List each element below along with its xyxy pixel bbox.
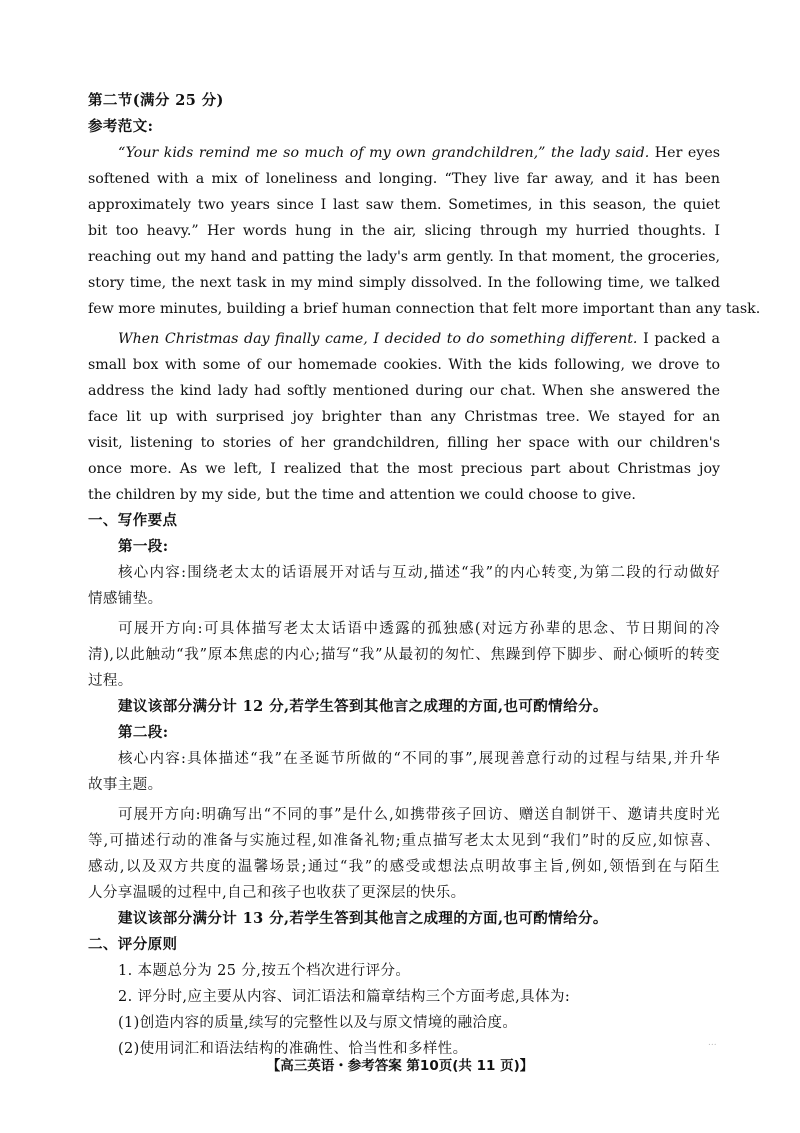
- dialogue-opening: “Your kids remind me so much of my own grandchildren,” the lady said.: [118, 145, 650, 161]
- text-line: 可展开方向:可具体描写老太太话语中透露的孤独感(对远方孙辈的思念、节日期间的冷: [118, 621, 720, 637]
- text-line: 故事主题。: [88, 777, 163, 793]
- text-line: 等,可描述行动的准备与实施过程,如准备礼物;重点描写老太太见到“我们”时的反应,如惊喜、: [88, 833, 720, 849]
- text-line: reaching out my hand and patting the lady's arm gently. In that moment, the groceries,: [88, 249, 720, 265]
- text-line: [88, 140, 720, 166]
- text-fragment: I packed a: [637, 331, 720, 347]
- text-line: 人分享温暖的过程中,自己和孩子也收获了更深层的快乐。: [88, 885, 466, 901]
- para1-label: 第一段:: [118, 538, 169, 555]
- section-title: 第二节(满分 25 分): [88, 92, 224, 109]
- paragraph-opening: When Christmas day finally came, I decided to do something different.: [118, 331, 638, 347]
- text-line: 情感铺垫。: [88, 591, 163, 607]
- text-line: face lit up with surprised joy brighter than any Christmas tree. We stayed for an: [88, 409, 720, 425]
- text-line: small box with some of our homemade cookies. With the kids following, we drove to: [88, 357, 720, 373]
- text-line: softened with a mix of loneliness and longing. “They live far away, and it has been: [88, 171, 720, 187]
- para2-score-note: 建议该部分满分计 13 分,若学生答到其他言之成理的方面,也可酌情给分。: [118, 910, 608, 927]
- text-line: 核心内容:围绕老太太的话语展开对话与互动,描述“我”的内心转变,为第二段的行动做好: [118, 565, 720, 581]
- text-line: story time, the next task in my mind simply dissolved. In the following time, we talked: [88, 275, 720, 291]
- text-line: address the kind lady had softly mentioned during our chat. When she answered the: [88, 383, 720, 399]
- page-footer: 【高三英语・参考答案 第10页(共 11 页)】: [266, 1058, 534, 1074]
- rule-item: (2)使用词汇和语法结构的准确性、恰当性和多样性。: [118, 1041, 468, 1057]
- sample-paragraph-1: [88, 140, 761, 322]
- sample-label: 参考范文:: [88, 118, 154, 135]
- text-fragment: Her eyes: [649, 145, 720, 161]
- text-line: once more. As we left, I realized that the most precious part about Christmas joy: [88, 461, 720, 477]
- text-line: approximately two years since I last saw them. Sometimes, in this season, the quiet: [88, 197, 720, 213]
- text-line: [88, 326, 720, 352]
- text-line: 核心内容:具体描述“我”在圣诞节所做的“不同的事”,展现善意行动的过程与结果,并升华: [118, 751, 720, 767]
- para2-label: 第二段:: [118, 724, 169, 741]
- rule-item: 2. 评分时,应主要从内容、词汇语法和篇章结构三个方面考虑,具体为:: [118, 989, 571, 1005]
- text-line: 过程。: [88, 673, 133, 689]
- text-line: bit too heavy.” Her words hung in the air, slicing through my hurried thoughts. I: [88, 223, 720, 239]
- rule-item: 1. 本题总分为 25 分,按五个档次进行评分。: [118, 963, 411, 979]
- text-line: 清),以此触动“我”原本焦虑的内心;描写“我”从最初的匆忙、焦躁到停下脚步、耐心倾听的转变: [88, 647, 720, 663]
- text-line: few more minutes, building a brief human connection that felt more important than any task.: [88, 301, 761, 317]
- answer-page: [88, 88, 761, 1062]
- text-line: visit, listening to stories of her grandchildren, filling her space with our children's: [88, 435, 720, 451]
- text-line: 可展开方向:明确写出“不同的事”是什么,如携带孩子回访、赠送自制饼干、邀请共度时光: [118, 807, 720, 823]
- rule-item: (1)创造内容的质量,续写的完整性以及与原文情境的融洽度。: [118, 1015, 518, 1031]
- corner-mark: ...: [708, 1038, 717, 1048]
- text-line: 感动,以及双方共度的温馨场景;通过“我”的感受或想法点明故事主旨,例如,领悟到在与陌生: [88, 859, 720, 875]
- para1-score-note: 建议该部分满分计 12 分,若学生答到其他言之成理的方面,也可酌情给分。: [118, 698, 608, 715]
- sample-paragraph-2: [88, 326, 720, 508]
- heading-writing-points: 一、写作要点: [88, 512, 178, 529]
- heading-scoring-principles: 二、评分原则: [88, 936, 178, 953]
- text-line: the children by my side, but the time and attention we could choose to give.: [88, 487, 636, 503]
